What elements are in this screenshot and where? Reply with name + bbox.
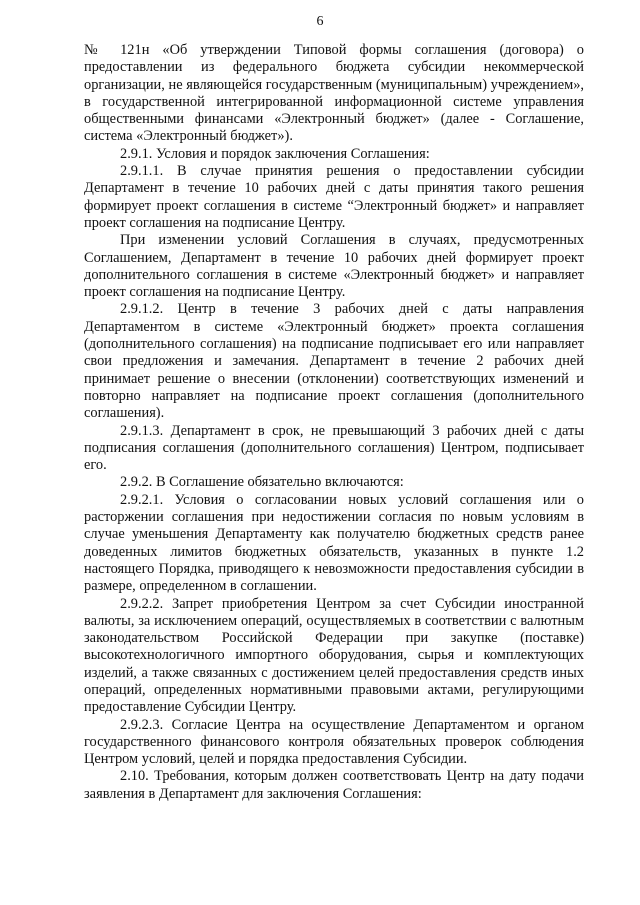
paragraph-2-9-2-1: 2.9.2.1. Условия о согласовании новых условий соглашения или о расторжении соглашения при недостижении согласия по новым условиям в случае уменьшения Департаменту как получателю бюджетных средств ранее доведенных лимитов бюджетных обязательств, указанных в пункте 1.2 настоящего Порядка, приводящего к невозможности предоставления субсидии в размере, определенном в соглашении. [84,491,584,595]
paragraph-amendments: При изменении условий Соглашения в случаях, предусмотренных Соглашением, Департамент в течение 10 рабочих дней формирует проект дополнительного соглашения в системе «Электронный бюджет» и направляет проект соглашения на подписание Центру. [84,232,584,301]
paragraph-2-9-2: 2.9.2. В Соглашение обязательно включаются: [120,474,404,491]
paragraph-2-10: 2.10. Требования, которым должен соответствовать Центр на дату подачи заявления в Департамент для заключения Соглашения: [84,768,584,802]
page-number: 6 [316,14,324,29]
paragraph-2-9-1-1: 2.9.1.1. В случае принятия решения о предоставлении субсидии Департамент в течение 10 рабочих дней с даты принятия такого решения формирует проект соглашения в системе “Электронный бюджет» и направляет проект соглашения на подписание Центру. [84,163,584,231]
paragraph-2-9-2-3: 2.9.2.3. Согласие Центра на осуществление Департаментом и органом государственного финансового контроля обязательных проверок соблюдения Центром условий, целей и порядка предоставления Субсидии. [84,716,584,768]
paragraph-2-9-1: 2.9.1. Условия и порядок заключения Соглашения: [120,145,430,162]
document-body [84,42,584,803]
paragraph-2-9-2-2: 2.9.2.2. Запрет приобретения Центром за счет Субсидии иностранной валюты, за исключением операций, осуществляемых в соответствии с валютным законодательством Российской Федерации при закупке (поставке) высокотехнологичного импортного оборудования, сырья и комплектующих изделий, а также связанных с достижением целей предоставления средств иных операций, определенных нормативными правовыми актами, регулирующими предоставление Субсидии Центру. [84,595,584,716]
paragraph-2-9-1-3: 2.9.1.3. Департамент в срок, не превышающий 3 рабочих дней с даты подписания соглашения (дополнительного соглашения) Центром, подписывает его. [84,422,584,474]
paragraph-2-9-1-2: 2.9.1.2. Центр в течение 3 рабочих дней с даты направления Департаментом в системе «Электронный бюджет» проекта соглашения (дополнительного соглашения) на подписание подписывает его или направляет свои предложения и замечания. Департамент в течение 2 рабочих дней принимает решение о внесении (отклонении) соответствующих изменений и повторно направляет на подписание проект соглашения (дополнительного соглашения). [84,301,584,422]
paragraph-continuation: № 121н «Об утверждении Типовой формы соглашения (договора) о предоставлении из федерального бюджета субсидии некоммерческой организации, не являющейся государственным (муниципальным) учреждением», в государственной интегрированной информационной системе управления общественными финансами «Электронный бюджет» (далее - Соглашение, система «Электронный бюджет»). [84,42,584,145]
